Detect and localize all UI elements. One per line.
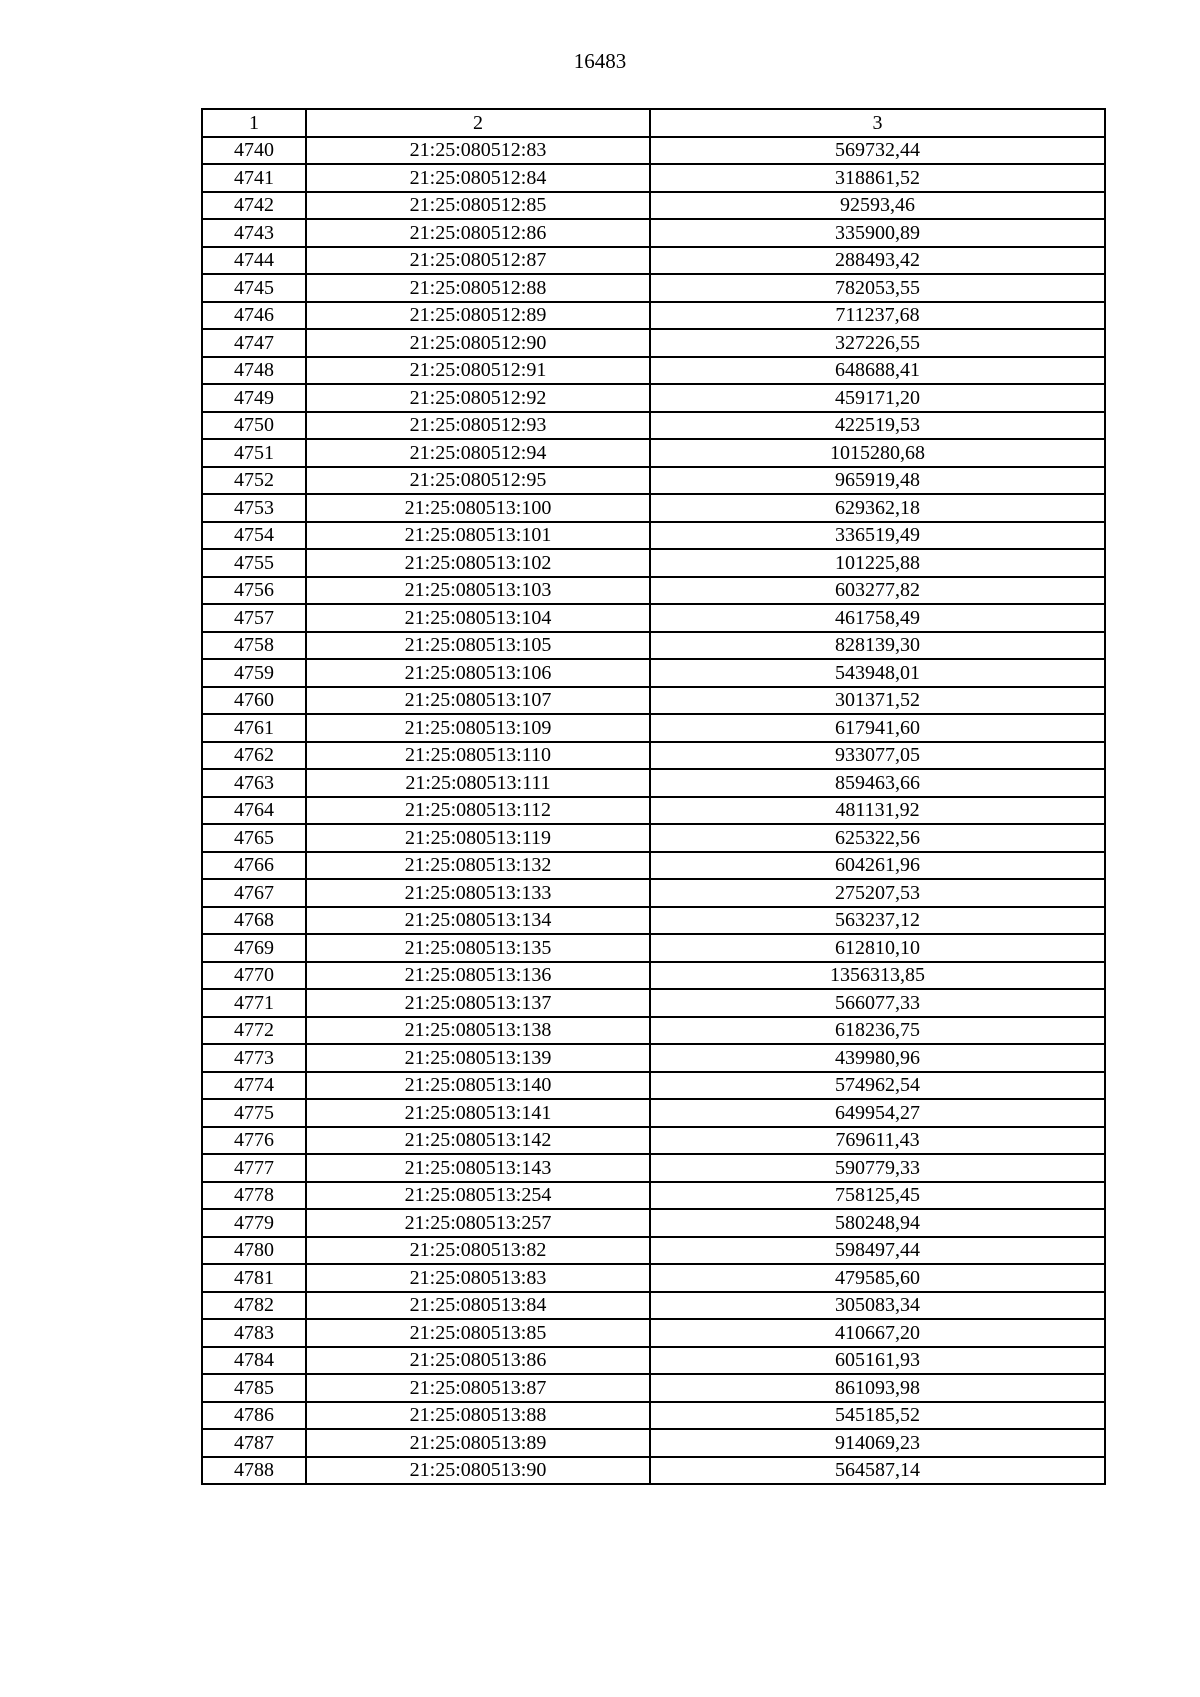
table-row	[202, 934, 1105, 962]
table-row	[202, 659, 1105, 687]
row-number-cell: 4752	[202, 467, 306, 495]
value-cell: 459171,20	[650, 384, 1105, 412]
cadastral-number-cell: 21:25:080513:101	[306, 522, 650, 550]
value-cell: 603277,82	[650, 577, 1105, 605]
value-cell: 612810,10	[650, 934, 1105, 962]
row-number-cell: 4749	[202, 384, 306, 412]
row-number-cell: 4756	[202, 577, 306, 605]
value-cell: 92593,46	[650, 192, 1105, 220]
value-cell: 598497,44	[650, 1237, 1105, 1265]
cadastral-number-cell: 21:25:080512:90	[306, 329, 650, 357]
cadastral-number-cell: 21:25:080512:84	[306, 164, 650, 192]
value-cell: 563237,12	[650, 907, 1105, 935]
row-number-cell: 4762	[202, 742, 306, 770]
value-cell: 580248,94	[650, 1209, 1105, 1237]
cadastral-number-cell: 21:25:080513:257	[306, 1209, 650, 1237]
cadastral-number-cell: 21:25:080513:86	[306, 1347, 650, 1375]
table-row	[202, 769, 1105, 797]
cadastral-number-cell: 21:25:080513:141	[306, 1099, 650, 1127]
value-cell: 566077,33	[650, 989, 1105, 1017]
row-number-cell: 4778	[202, 1182, 306, 1210]
data-table	[201, 108, 1106, 1485]
value-cell: 590779,33	[650, 1154, 1105, 1182]
row-number-cell: 4783	[202, 1319, 306, 1347]
cadastral-number-cell: 21:25:080512:91	[306, 357, 650, 385]
cadastral-number-cell: 21:25:080513:119	[306, 824, 650, 852]
row-number-cell: 4753	[202, 494, 306, 522]
row-number-cell: 4746	[202, 302, 306, 330]
table-row	[202, 1017, 1105, 1045]
row-number-cell: 4776	[202, 1127, 306, 1155]
value-cell: 769611,43	[650, 1127, 1105, 1155]
value-cell: 288493,42	[650, 247, 1105, 275]
value-cell: 617941,60	[650, 714, 1105, 742]
cadastral-number-cell: 21:25:080513:138	[306, 1017, 650, 1045]
row-number-cell: 4779	[202, 1209, 306, 1237]
value-cell: 335900,89	[650, 219, 1105, 247]
cadastral-number-cell: 21:25:080513:82	[306, 1237, 650, 1265]
row-number-cell: 4748	[202, 357, 306, 385]
table-body	[202, 137, 1105, 1485]
table-row	[202, 137, 1105, 165]
cadastral-number-cell: 21:25:080513:133	[306, 879, 650, 907]
value-cell: 569732,44	[650, 137, 1105, 165]
table-row	[202, 522, 1105, 550]
table-row	[202, 879, 1105, 907]
cadastral-number-cell: 21:25:080512:85	[306, 192, 650, 220]
row-number-cell: 4740	[202, 137, 306, 165]
row-number-cell: 4744	[202, 247, 306, 275]
table-row	[202, 1044, 1105, 1072]
value-cell: 711237,68	[650, 302, 1105, 330]
row-number-cell: 4757	[202, 604, 306, 632]
value-cell: 648688,41	[650, 357, 1105, 385]
cadastral-number-cell: 21:25:080513:109	[306, 714, 650, 742]
row-number-cell: 4772	[202, 1017, 306, 1045]
table-row	[202, 1457, 1105, 1485]
table-row	[202, 742, 1105, 770]
row-number-cell: 4775	[202, 1099, 306, 1127]
table-row	[202, 164, 1105, 192]
table-row	[202, 1374, 1105, 1402]
cadastral-number-cell: 21:25:080513:134	[306, 907, 650, 935]
row-number-cell: 4782	[202, 1292, 306, 1320]
cadastral-number-cell: 21:25:080513:104	[306, 604, 650, 632]
value-cell: 859463,66	[650, 769, 1105, 797]
table-row	[202, 439, 1105, 467]
value-cell: 301371,52	[650, 687, 1105, 715]
value-cell: 625322,56	[650, 824, 1105, 852]
value-cell: 965919,48	[650, 467, 1105, 495]
row-number-cell: 4743	[202, 219, 306, 247]
value-cell: 275207,53	[650, 879, 1105, 907]
table-header-row	[202, 109, 1105, 137]
value-cell: 618236,75	[650, 1017, 1105, 1045]
row-number-cell: 4784	[202, 1347, 306, 1375]
row-number-cell: 4780	[202, 1237, 306, 1265]
table-row	[202, 852, 1105, 880]
cadastral-number-cell: 21:25:080512:87	[306, 247, 650, 275]
cadastral-number-cell: 21:25:080513:136	[306, 962, 650, 990]
cadastral-number-cell: 21:25:080513:87	[306, 1374, 650, 1402]
table-row	[202, 1237, 1105, 1265]
row-number-cell: 4741	[202, 164, 306, 192]
cadastral-number-cell: 21:25:080513:112	[306, 797, 650, 825]
row-number-cell: 4754	[202, 522, 306, 550]
table-row	[202, 1292, 1105, 1320]
cadastral-number-cell: 21:25:080512:83	[306, 137, 650, 165]
table-row	[202, 412, 1105, 440]
cadastral-number-cell: 21:25:080513:111	[306, 769, 650, 797]
value-cell: 604261,96	[650, 852, 1105, 880]
table-row	[202, 632, 1105, 660]
table-row	[202, 384, 1105, 412]
table-row	[202, 549, 1105, 577]
table-row	[202, 1099, 1105, 1127]
cadastral-number-cell: 21:25:080512:92	[306, 384, 650, 412]
cadastral-number-cell: 21:25:080513:106	[306, 659, 650, 687]
cadastral-number-cell: 21:25:080513:139	[306, 1044, 650, 1072]
row-number-cell: 4761	[202, 714, 306, 742]
value-cell: 101225,88	[650, 549, 1105, 577]
value-cell: 1015280,68	[650, 439, 1105, 467]
value-cell: 649954,27	[650, 1099, 1105, 1127]
table-row	[202, 302, 1105, 330]
table-row	[202, 604, 1105, 632]
cadastral-number-cell: 21:25:080513:254	[306, 1182, 650, 1210]
value-cell: 327226,55	[650, 329, 1105, 357]
value-cell: 1356313,85	[650, 962, 1105, 990]
table-row	[202, 989, 1105, 1017]
cadastral-number-cell: 21:25:080513:132	[306, 852, 650, 880]
table-row	[202, 797, 1105, 825]
table-row	[202, 357, 1105, 385]
row-number-cell: 4785	[202, 1374, 306, 1402]
row-number-cell: 4774	[202, 1072, 306, 1100]
value-cell: 305083,34	[650, 1292, 1105, 1320]
cadastral-number-cell: 21:25:080513:110	[306, 742, 650, 770]
cadastral-number-cell: 21:25:080512:88	[306, 274, 650, 302]
row-number-cell: 4769	[202, 934, 306, 962]
row-number-cell: 4759	[202, 659, 306, 687]
value-cell: 828139,30	[650, 632, 1105, 660]
cadastral-number-cell: 21:25:080512:89	[306, 302, 650, 330]
row-number-cell: 4788	[202, 1457, 306, 1485]
table-row	[202, 1264, 1105, 1292]
row-number-cell: 4766	[202, 852, 306, 880]
table-row	[202, 1429, 1105, 1457]
row-number-cell: 4768	[202, 907, 306, 935]
cadastral-number-cell: 21:25:080512:86	[306, 219, 650, 247]
value-cell: 782053,55	[650, 274, 1105, 302]
cadastral-number-cell: 21:25:080512:95	[306, 467, 650, 495]
cadastral-number-cell: 21:25:080513:103	[306, 577, 650, 605]
row-number-cell: 4786	[202, 1402, 306, 1430]
row-number-cell: 4751	[202, 439, 306, 467]
value-cell: 574962,54	[650, 1072, 1105, 1100]
page-number: 16483	[573, 49, 627, 73]
table-row	[202, 1319, 1105, 1347]
cadastral-number-cell: 21:25:080513:142	[306, 1127, 650, 1155]
cadastral-number-cell: 21:25:080513:137	[306, 989, 650, 1017]
table-row	[202, 329, 1105, 357]
row-number-cell: 4758	[202, 632, 306, 660]
value-cell: 564587,14	[650, 1457, 1105, 1485]
row-number-cell: 4755	[202, 549, 306, 577]
row-number-cell: 4770	[202, 962, 306, 990]
table-row	[202, 1154, 1105, 1182]
table-row	[202, 247, 1105, 275]
cadastral-number-cell: 21:25:080512:93	[306, 412, 650, 440]
table-row	[202, 962, 1105, 990]
cadastral-number-cell: 21:25:080513:89	[306, 1429, 650, 1457]
table-row	[202, 907, 1105, 935]
cadastral-number-cell: 21:25:080513:84	[306, 1292, 650, 1320]
value-cell: 605161,93	[650, 1347, 1105, 1375]
value-cell: 543948,01	[650, 659, 1105, 687]
value-cell: 914069,23	[650, 1429, 1105, 1457]
cadastral-number-cell: 21:25:080513:83	[306, 1264, 650, 1292]
row-number-cell: 4767	[202, 879, 306, 907]
table-row	[202, 192, 1105, 220]
column-header-2: 2	[306, 109, 650, 137]
row-number-cell: 4742	[202, 192, 306, 220]
value-cell: 410667,20	[650, 1319, 1105, 1347]
value-cell: 336519,49	[650, 522, 1105, 550]
value-cell: 439980,96	[650, 1044, 1105, 1072]
table-row	[202, 1127, 1105, 1155]
row-number-cell: 4764	[202, 797, 306, 825]
row-number-cell: 4763	[202, 769, 306, 797]
value-cell: 545185,52	[650, 1402, 1105, 1430]
column-header-1: 1	[202, 109, 306, 137]
row-number-cell: 4781	[202, 1264, 306, 1292]
table-row	[202, 219, 1105, 247]
row-number-cell: 4750	[202, 412, 306, 440]
table-row	[202, 687, 1105, 715]
row-number-cell: 4773	[202, 1044, 306, 1072]
table-row	[202, 274, 1105, 302]
value-cell: 479585,60	[650, 1264, 1105, 1292]
table-row	[202, 1347, 1105, 1375]
value-cell: 422519,53	[650, 412, 1105, 440]
value-cell: 861093,98	[650, 1374, 1105, 1402]
cadastral-number-cell: 21:25:080513:143	[306, 1154, 650, 1182]
row-number-cell: 4787	[202, 1429, 306, 1457]
cadastral-number-cell: 21:25:080513:105	[306, 632, 650, 660]
row-number-cell: 4745	[202, 274, 306, 302]
row-number-cell: 4760	[202, 687, 306, 715]
table-row	[202, 494, 1105, 522]
table-row	[202, 714, 1105, 742]
value-cell: 318861,52	[650, 164, 1105, 192]
cadastral-number-cell: 21:25:080513:140	[306, 1072, 650, 1100]
cadastral-number-cell: 21:25:080513:90	[306, 1457, 650, 1485]
cadastral-number-cell: 21:25:080513:102	[306, 549, 650, 577]
table-row	[202, 824, 1105, 852]
cadastral-number-cell: 21:25:080513:135	[306, 934, 650, 962]
cadastral-number-cell: 21:25:080513:107	[306, 687, 650, 715]
table-row	[202, 1209, 1105, 1237]
row-number-cell: 4747	[202, 329, 306, 357]
cadastral-number-cell: 21:25:080513:85	[306, 1319, 650, 1347]
table-row	[202, 1072, 1105, 1100]
cadastral-number-cell: 21:25:080513:88	[306, 1402, 650, 1430]
row-number-cell: 4771	[202, 989, 306, 1017]
table-row	[202, 577, 1105, 605]
row-number-cell: 4765	[202, 824, 306, 852]
value-cell: 933077,05	[650, 742, 1105, 770]
table-row	[202, 1402, 1105, 1430]
value-cell: 758125,45	[650, 1182, 1105, 1210]
cadastral-number-cell: 21:25:080512:94	[306, 439, 650, 467]
column-header-3: 3	[650, 109, 1105, 137]
cadastral-number-cell: 21:25:080513:100	[306, 494, 650, 522]
value-cell: 629362,18	[650, 494, 1105, 522]
table-row	[202, 467, 1105, 495]
value-cell: 481131,92	[650, 797, 1105, 825]
table-row	[202, 1182, 1105, 1210]
row-number-cell: 4777	[202, 1154, 306, 1182]
value-cell: 461758,49	[650, 604, 1105, 632]
